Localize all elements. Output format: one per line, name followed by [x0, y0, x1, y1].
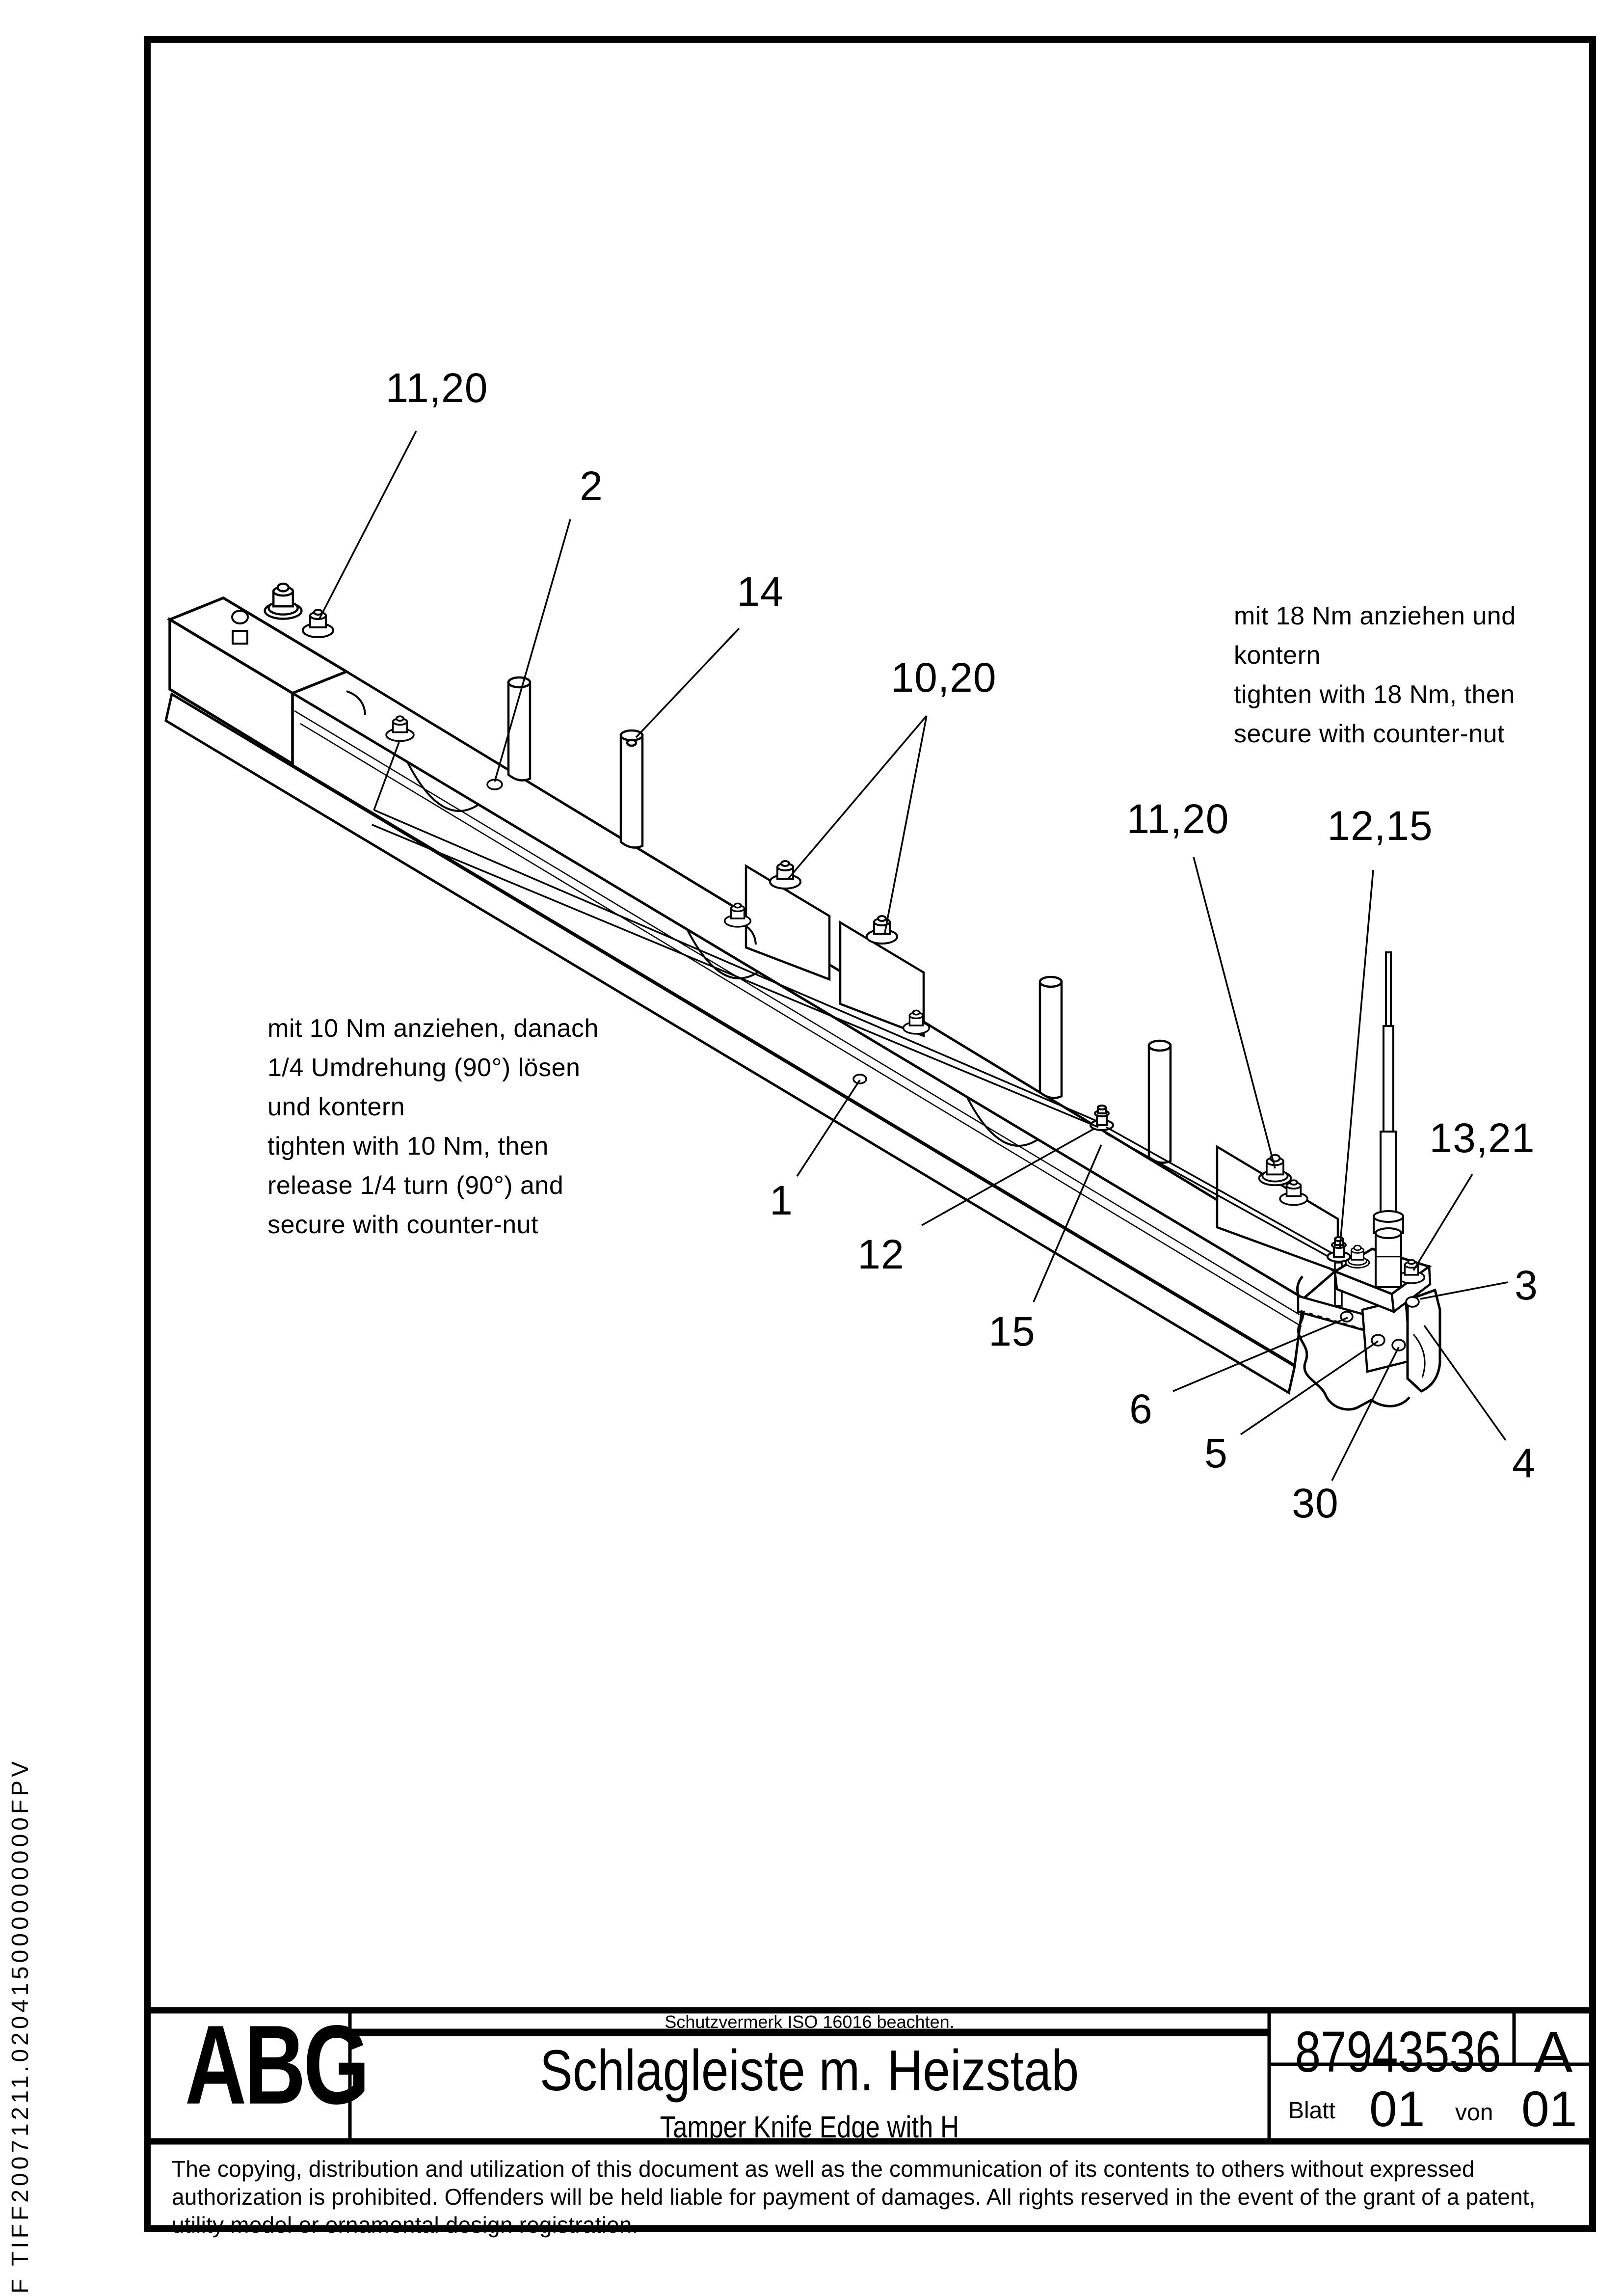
tamper-bar — [166, 598, 1338, 1393]
revision: A — [1534, 2020, 1573, 2084]
pin-hole-14 — [627, 740, 636, 746]
legal-disclaimer: The copying, distribution and utilization of this document as well as the communication of its contents to others without expressed authorization is prohibited. Offenders will be held liable for payment of damages. All rights reserved in the event of the grant of a patent, utility model or ornamental design registration. — [172, 2156, 1536, 2238]
company-logo — [165, 2001, 368, 2128]
drawing-title-en-text: Tamper Knife Edge with H — [660, 2110, 959, 2144]
annotation-line: tighten with 18 Nm, then — [1234, 680, 1515, 709]
protection-notice: Schutzvermerk ISO 16016 beachten. — [665, 2012, 955, 2032]
drawing-number — [1269, 2019, 1514, 2085]
callout-2: 2 — [580, 463, 603, 509]
leader-lines — [319, 431, 1508, 1481]
drawing-title-en — [350, 2110, 1269, 2145]
callout-11-20-right: 11,20 — [1126, 796, 1229, 842]
annotation-line: kontern — [1234, 641, 1321, 670]
hex-bolt — [265, 584, 302, 619]
drawing-number-text: 87943536 — [1295, 2020, 1501, 2084]
terminal-clamp — [1091, 1106, 1113, 1130]
hex-nut — [303, 610, 333, 637]
callout-3: 3 — [1515, 1262, 1538, 1308]
callout-12-15: 12,15 — [1327, 803, 1433, 849]
hex-nut — [867, 916, 897, 944]
callout-6: 6 — [1129, 1386, 1153, 1432]
callout-30: 30 — [1292, 1480, 1339, 1526]
callout-4: 4 — [1512, 1440, 1536, 1486]
callout-1: 1 — [770, 1177, 793, 1223]
sheet-of-label: von — [1455, 2100, 1493, 2126]
callout-12: 12 — [857, 1231, 905, 1277]
callout-5: 5 — [1204, 1430, 1228, 1476]
heating-rod — [1374, 952, 1403, 1287]
hole-1 — [853, 1075, 866, 1083]
callout-10-20: 10,20 — [891, 654, 997, 701]
callout-11-20-left: 11,20 — [385, 365, 488, 411]
annotation-line: release 1/4 turn (90°) and — [267, 1171, 564, 1200]
annotation-line: tighten with 10 Nm, then — [267, 1132, 549, 1161]
annotation-torque-10nm — [267, 1009, 599, 1244]
callout-14: 14 — [737, 568, 784, 615]
annotation-line: secure with counter-nut — [1234, 720, 1505, 748]
sheet-number: 01 — [1369, 2081, 1425, 2137]
file-code-vertical: F TIFF20071211.020415000000000FPV — [7, 1757, 33, 2294]
drawing-title-de-text: Schlagleiste m. Heizstab — [540, 2038, 1079, 2103]
callout-13-21: 13,21 — [1429, 1115, 1535, 1161]
sheet-label: Blatt — [1288, 2098, 1336, 2124]
annotation-line: mit 10 Nm anziehen, danach — [267, 1014, 599, 1043]
annotation-line: 1/4 Umdrehung (90°) lösen — [267, 1053, 581, 1082]
hex-bolt — [1259, 1155, 1291, 1186]
callout-15: 15 — [988, 1308, 1036, 1354]
annotation-line: mit 18 Nm anziehen und — [1234, 602, 1516, 630]
annotation-line: und kontern — [267, 1093, 405, 1121]
annotation-line: secure with counter-nut — [267, 1211, 538, 1239]
company-logo-text: ABG — [185, 2001, 368, 2128]
hex-nut — [770, 861, 800, 889]
annotation-torque-18nm — [1234, 596, 1516, 754]
drawing-title-de — [350, 2037, 1269, 2104]
sheet-total: 01 — [1521, 2081, 1577, 2137]
